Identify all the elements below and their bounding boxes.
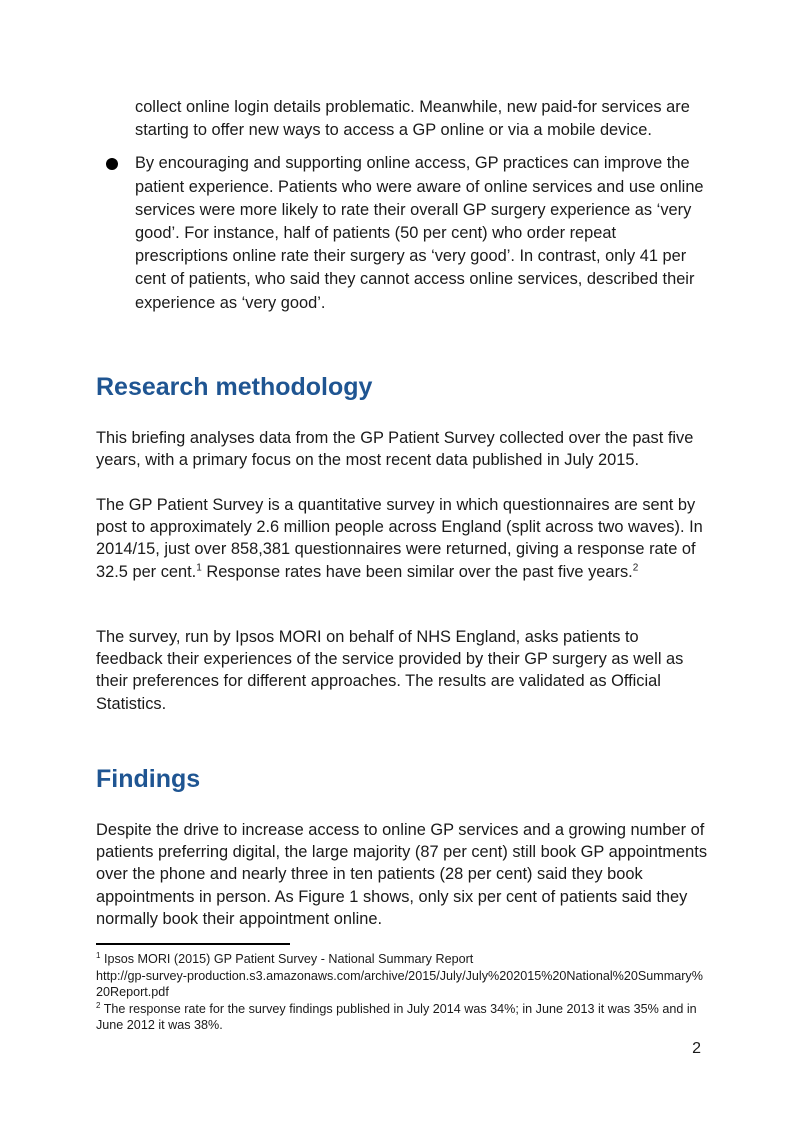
section-heading-findings: Findings: [96, 765, 201, 793]
methodology-paragraph-2: [96, 494, 708, 583]
paragraph-text: Response rates have been similar over the past five years.: [201, 562, 633, 581]
methodology-paragraph-1: This briefing analyses data from the GP Patient Survey collected over the past five years, with a primary focus on the most recent data published in July 2015.: [96, 429, 694, 470]
footnote-ref-1[interactable]: 1: [196, 562, 202, 574]
bullet-item-online-access: [96, 152, 706, 314]
footnotes: [96, 951, 708, 1034]
bullet-list: [96, 96, 706, 315]
findings-paragraph-1: Despite the drive to increase access to online GP services and a growing number of patients preferring digital, the large majority (87 per cent) still book GP appointments over the phone and nearly three in ten patients (28 per cent) said they book appointments in person. As Figure 1 shows, only six per cent of patients said they normally book their appointment online.: [96, 821, 708, 928]
bullet-dot-icon: [106, 158, 118, 170]
methodology-paragraph-3: The survey, run by Ipsos MORI on behalf of NHS England, asks patients to feedback their experiences of the service provided by their GP surgery as well as their preferences for different approaches. The results are validated as Official Statistics.: [96, 628, 684, 713]
footnote-mark: 2: [96, 1000, 101, 1010]
paragraph-text: The GP Patient Survey is a quantitative survey in which questionnaires are sent by post to approximately 2.6 million people across England (split across two waves). In 2014/15, just over 858,381 questionnaires were returned, giving a response rate of 32.5 per cent.: [96, 496, 703, 581]
footnote-1: [96, 951, 708, 1001]
footnote-text: The response rate for the survey findings published in July 2014 was 34%; in June 2013 it was 35% and in June 2012 it was 38%.: [96, 1001, 697, 1033]
bullet-item-continued: [96, 96, 706, 142]
footnote-ref-2[interactable]: 2: [632, 562, 639, 574]
page-number: 2: [692, 1040, 701, 1057]
section-heading-methodology: Research methodology: [96, 373, 373, 401]
footnote-mark: 1: [96, 950, 101, 960]
footnote-text: Ipsos MORI (2015) GP Patient Survey - National Summary Report: [100, 952, 474, 966]
bullet-text: By encouraging and supporting online access, GP practices can improve the patient experience. Patients who were aware of online services and use online services were more likely to rate their overall GP surgery experience as ‘very good’. For instance, half of patients (50 per cent) who order repeat prescriptions online rate their surgery as ‘very good’. In contrast, only 41 per cent of patients, who said they cannot access online services, described their experience as ‘very good’.: [135, 154, 704, 312]
footnote-divider: [96, 943, 290, 945]
footnote-2: [96, 1001, 708, 1034]
bullet-text: collect online login details problematic. Meanwhile, new paid-for services are starting to offer new ways to access a GP online or via a mobile device.: [135, 98, 690, 140]
footnote-url-link[interactable]: http://gp-survey-production.s3.amazonaws.com/archive/2015/July/July%202015%20National%20Summary%20Report.pdf: [96, 968, 703, 1000]
